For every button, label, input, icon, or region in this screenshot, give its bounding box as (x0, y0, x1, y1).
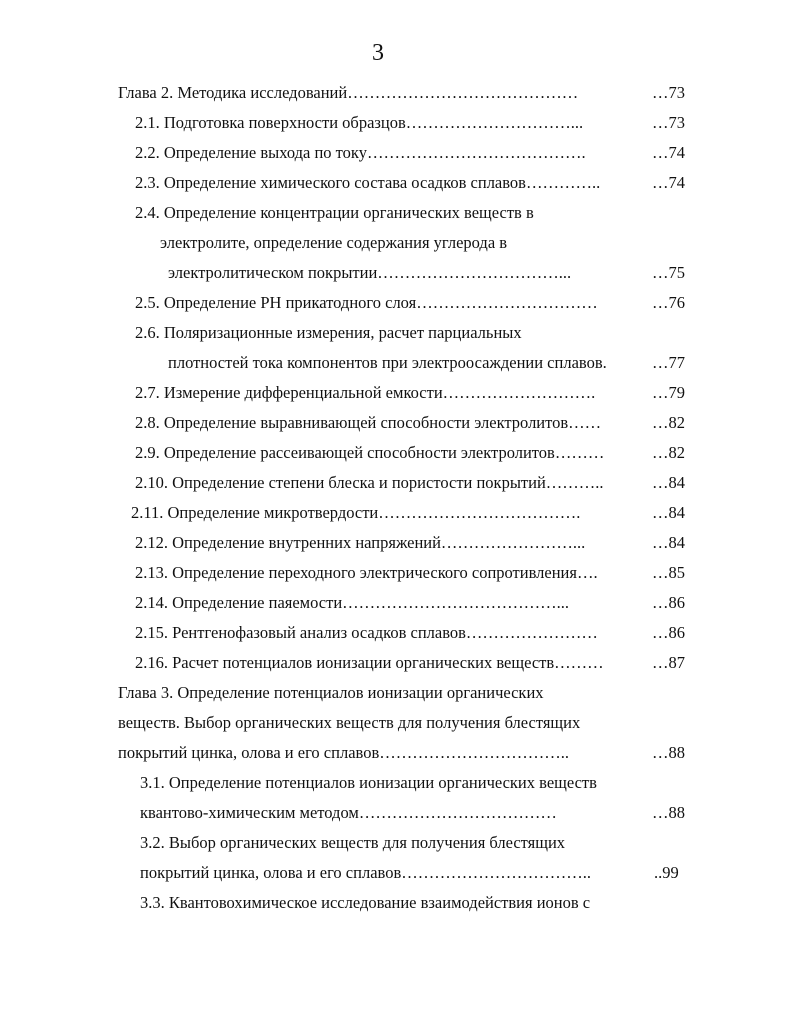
toc-entry-text: 2.6. Поляризационные измерения, расчет парциальных (135, 323, 522, 342)
toc-entry-page: …88 (652, 803, 685, 822)
toc-chapter-text: Глава 3. Определение потенциалов ионизации органических (118, 683, 544, 702)
page-number: 3 (372, 40, 384, 66)
toc-entry-page: …85 (652, 563, 685, 582)
toc-entry-text: 2.12. Определение внутренних напряжений……………………... (135, 533, 586, 552)
toc-entry-text: 3.1. Определение потенциалов ионизации органических веществ (140, 773, 597, 792)
toc-entry-text: 2.11. Определение микротвердости………………………………. (131, 503, 581, 522)
toc-entry-page: …74 (652, 173, 685, 192)
toc-entry-text: 2.2. Определение выхода по току…………………………………. (135, 143, 586, 162)
toc-entry-text: 2.9. Определение рассеивающей способности электролитов……… (135, 443, 605, 462)
toc-entry-text: 2.10. Определение степени блеска и пористости покрытий……….. (135, 473, 604, 492)
toc-entry-page: …82 (652, 443, 685, 462)
toc-entry-text: плотностей тока компонентов при электроосаждении сплавов. (168, 353, 607, 372)
toc-entry-text: покрытий цинка, олова и его сплавов…………………………….. (140, 863, 591, 882)
toc-entry-page: …76 (652, 293, 685, 312)
toc-entry-text: электролитическом покрытии……………………………... (168, 263, 572, 282)
toc-entry-page: …77 (652, 353, 685, 372)
toc-entry-text: 3.2. Выбор органических веществ для получения блестящих (140, 833, 566, 852)
toc-entry-text: 2.3. Определение химического состава осадков сплавов………….. (135, 173, 601, 192)
toc-entry-page: …74 (652, 143, 685, 162)
toc-entry-text: 2.4. Определение концентрации органических веществ в (135, 203, 534, 222)
toc-entry-text: квантово-химическим методом……………………………… (140, 803, 557, 822)
toc-entry-text: 2.7. Измерение дифференциальной емкости………………………. (135, 383, 596, 402)
toc-entry-text: покрытий цинка, олова и его сплавов…………………………….. (118, 743, 569, 762)
toc-entry-text: электролите, определение содержания углерода в (160, 233, 508, 252)
toc-entry-page: …75 (652, 263, 685, 282)
toc-entry-page: …82 (652, 413, 685, 432)
toc-entry-text: 3.3. Квантовохимическое исследование взаимодействия ионов с (140, 893, 591, 912)
toc-entry-page: …79 (652, 383, 685, 402)
toc-entry-text: 2.13. Определение переходного электрического сопротивления…. (135, 563, 598, 582)
toc-entry-page: …73 (652, 113, 685, 132)
toc-entry-text: Глава 2. Методика исследований…………………………………… (118, 83, 579, 102)
toc-entry-text: 2.14. Определение паяемости…………………………………... (135, 593, 570, 612)
toc-entry-page: …84 (652, 533, 685, 552)
toc-entry-page: …84 (652, 503, 685, 522)
toc-entry-page: …73 (652, 83, 685, 102)
toc-chapter-text: веществ. Выбор органических веществ для получения блестящих (118, 713, 581, 732)
toc-entry-page: …84 (652, 473, 685, 492)
toc-entry-text: 2.15. Рентгенофазовый анализ осадков сплавов…………………… (135, 623, 598, 642)
toc-entry-page: …86 (652, 593, 685, 612)
toc-entry-text: 2.8. Определение выравнивающей способности электролитов…… (135, 413, 602, 432)
toc-entry-text: 2.5. Определение PH прикатодного слоя…………………………… (135, 293, 598, 312)
toc-entry-page: ..99 (654, 863, 679, 882)
toc-entry-text: 2.1. Подготовка поверхности образцов…………………………... (135, 113, 584, 132)
toc-entry-text: 2.16. Расчет потенциалов ионизации органических веществ……… (135, 653, 604, 672)
toc-entry-page: …86 (652, 623, 685, 642)
toc-entry-page: …87 (652, 653, 685, 672)
toc-entry-page: …88 (652, 743, 685, 762)
